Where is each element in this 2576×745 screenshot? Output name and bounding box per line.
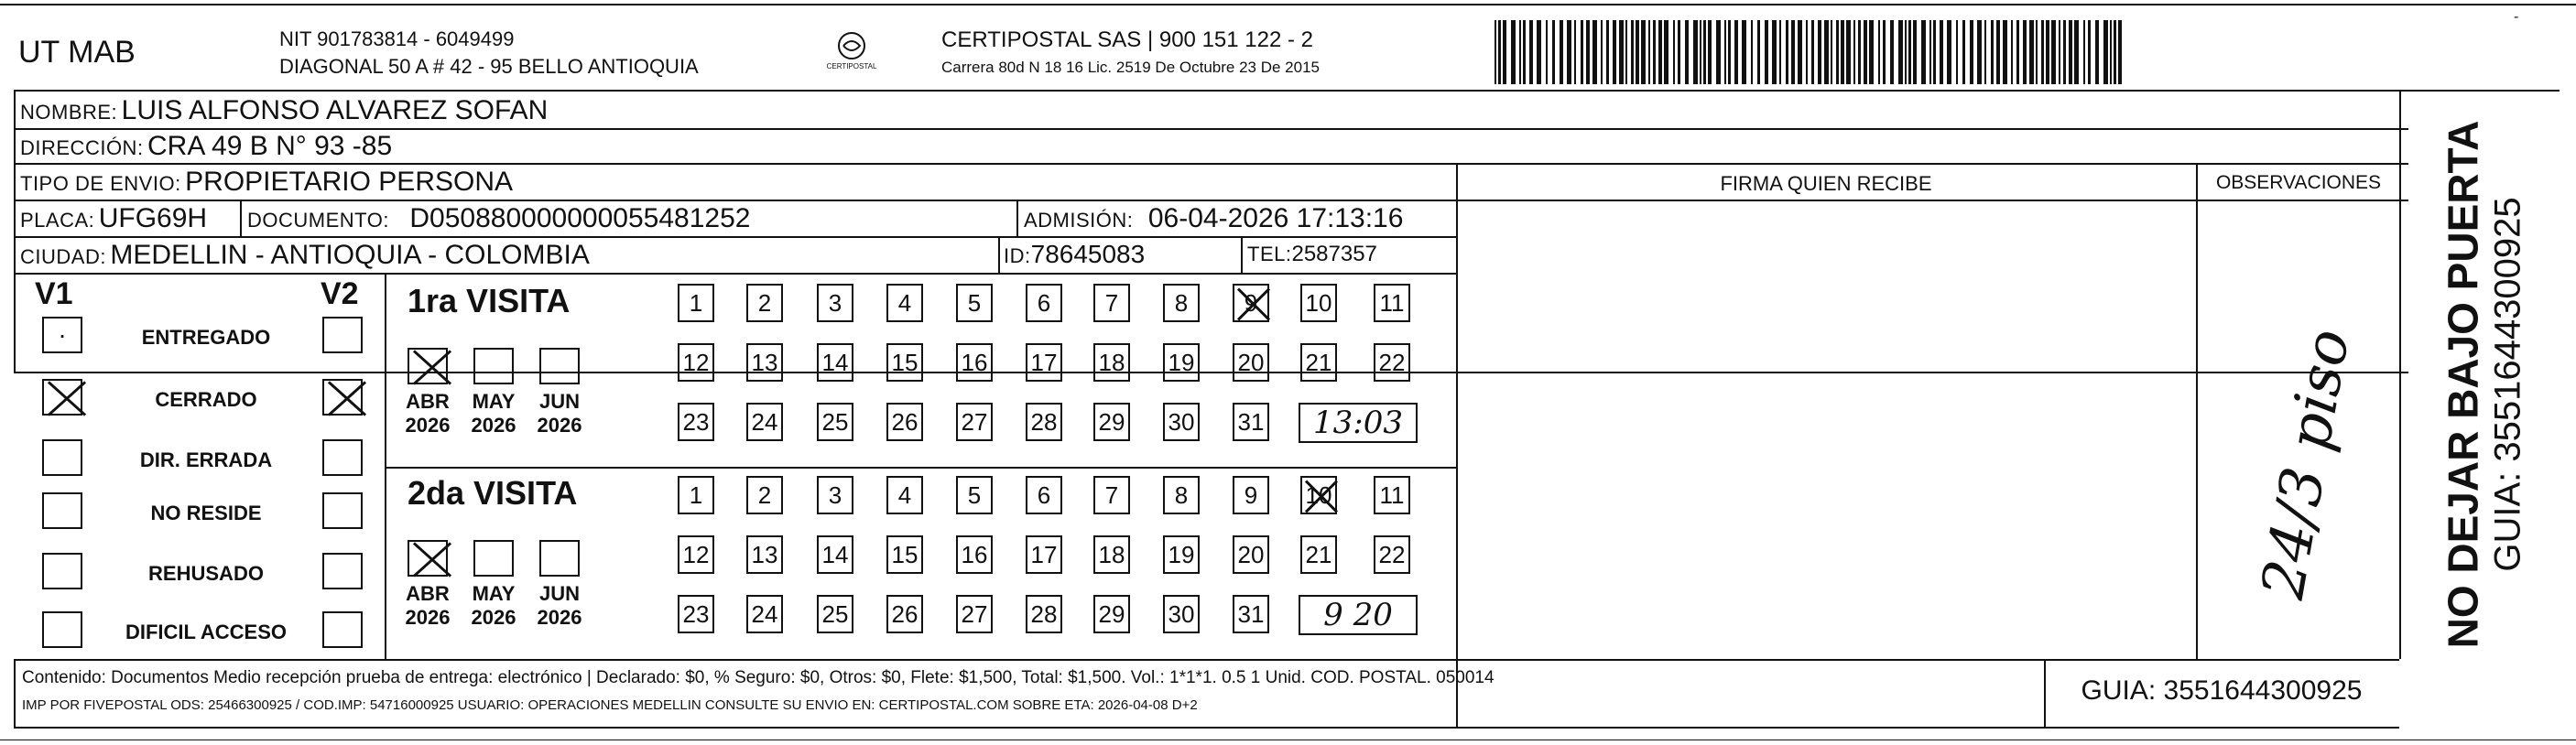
row-line-1 <box>14 128 2408 130</box>
status-label: DIR. ERRADA <box>139 448 273 471</box>
observations-title: OBSERVACIONES <box>2215 172 2382 193</box>
day-box[interactable]: 22 <box>1374 343 1410 382</box>
company-name: UT MAB <box>18 35 136 70</box>
address-row <box>20 131 392 162</box>
day-box[interactable]: 25 <box>817 403 853 441</box>
visit-time: 13:03 <box>1299 403 1418 443</box>
footer-left-line <box>14 659 16 729</box>
tel-label: TEL: <box>1247 243 1292 265</box>
status-v2-checkbox[interactable] <box>322 317 363 353</box>
month-name: JUN <box>538 582 580 605</box>
day-box[interactable]: 20 <box>1233 343 1269 382</box>
month-checkbox[interactable] <box>473 540 514 577</box>
day-box[interactable]: 15 <box>886 535 923 574</box>
recipient-name: LUIS ALFONSO ALVAREZ SOFAN <box>121 95 549 125</box>
signature-title: FIRMA QUIEN RECIBE <box>1720 172 1932 195</box>
plate-label: PLACA: <box>20 209 95 232</box>
status-v1-checkbox[interactable] <box>42 379 82 416</box>
signature-left-divider <box>1456 163 1458 727</box>
day-box[interactable]: 13 <box>746 343 783 382</box>
day-box[interactable]: 2 <box>746 284 783 322</box>
day-box[interactable]: 17 <box>1026 343 1062 382</box>
day-box[interactable]: 14 <box>817 535 853 574</box>
document-row <box>247 203 750 234</box>
month-checkbox[interactable] <box>473 348 514 384</box>
day-box[interactable]: 11 <box>1374 284 1410 322</box>
admission-divider <box>1016 201 1018 236</box>
day-box[interactable]: 24 <box>746 595 783 633</box>
provider-license: Carrera 80d N 18 16 Lic. 2519 De Octubre 23 De 2015 <box>941 59 1320 76</box>
recipient-address: CRA 49 B N° 93 -85 <box>147 131 393 161</box>
row-line-4 <box>14 236 1456 238</box>
month-year: 2026 <box>405 414 451 437</box>
v1-heading: V1 <box>35 276 73 311</box>
day-box[interactable]: 20 <box>1233 535 1269 574</box>
logo-text: CERTIPOSTAL <box>826 62 877 70</box>
day-box[interactable]: 6 <box>1026 476 1062 514</box>
obs-right-border <box>2399 90 2401 659</box>
header-tick: - <box>2514 9 2519 25</box>
day-box[interactable]: 27 <box>956 595 993 633</box>
plate-value: UFG69H <box>98 203 208 233</box>
status-v1-checkbox[interactable] <box>42 492 82 529</box>
status-v1-checkbox[interactable] <box>42 611 82 648</box>
tel-divider <box>1241 238 1243 273</box>
status-label: ENTREGADO <box>141 326 271 349</box>
status-label: DIFICIL ACCESO <box>125 621 287 643</box>
visit-time: 9 20 <box>1299 595 1418 635</box>
day-box[interactable]: 29 <box>1093 403 1130 441</box>
status-v2-checkbox[interactable] <box>322 379 363 416</box>
id-row <box>1004 240 1145 269</box>
day-box[interactable]: 16 <box>956 343 993 382</box>
document-value: D050880000000055481252 <box>409 203 751 233</box>
day-box[interactable]: 2 <box>746 476 783 514</box>
day-box[interactable]: 30 <box>1163 595 1200 633</box>
day-box[interactable]: 4 <box>886 476 923 514</box>
day-box[interactable]: 1 <box>678 476 714 514</box>
admission-label: ADMISIÓN: <box>1024 209 1134 232</box>
month-label <box>396 582 460 630</box>
month-label <box>396 390 460 437</box>
status-divider <box>385 273 386 659</box>
plate-divider <box>240 201 242 236</box>
plate-row <box>20 203 207 234</box>
day-box[interactable]: 26 <box>886 403 923 441</box>
day-box[interactable]: 4 <box>886 284 923 322</box>
status-label: NO RESIDE <box>150 502 262 524</box>
id-value: 78645083 <box>1030 240 1146 268</box>
month-checkbox[interactable] <box>539 540 580 577</box>
signature-right-divider <box>2196 163 2198 659</box>
day-box[interactable]: 8 <box>1163 284 1200 322</box>
day-box[interactable]: 23 <box>678 403 714 441</box>
day-box[interactable]: 9 <box>1233 476 1269 514</box>
city-row <box>20 240 590 271</box>
company-nit: NIT 901783814 - 6049499 <box>279 27 515 50</box>
footer-guia: GUIA: 3551644300925 <box>2081 675 2363 706</box>
visit-divider <box>385 467 1456 469</box>
day-box[interactable]: 28 <box>1026 595 1062 633</box>
type-row <box>20 167 513 198</box>
side-warning <box>2439 121 2529 649</box>
certipostal-logo <box>820 27 884 78</box>
status-v2-checkbox[interactable] <box>322 553 363 589</box>
day-box[interactable]: 21 <box>1300 535 1337 574</box>
day-box[interactable]: 8 <box>1163 476 1200 514</box>
barcode <box>1495 20 2129 84</box>
month-year: 2026 <box>537 414 582 437</box>
day-box[interactable]: 10 <box>1300 476 1337 514</box>
address-label: DIRECCIÓN: <box>20 136 144 159</box>
day-box[interactable]: 27 <box>956 403 993 441</box>
status-v1-checkbox[interactable] <box>42 553 82 589</box>
day-box[interactable]: 31 <box>1233 595 1269 633</box>
day-box[interactable]: 7 <box>1093 284 1130 322</box>
day-box[interactable]: 30 <box>1163 403 1200 441</box>
month-label <box>462 390 526 437</box>
day-box[interactable]: 24 <box>746 403 783 441</box>
day-box[interactable]: 23 <box>678 595 714 633</box>
no-dejar-bajo-puerta: NO DEJAR BAJO PUERTA <box>2439 120 2487 649</box>
day-box[interactable]: 26 <box>886 595 923 633</box>
footer-top-line <box>14 659 2399 661</box>
day-box[interactable]: 28 <box>1026 403 1062 441</box>
day-box[interactable]: 15 <box>886 343 923 382</box>
day-box[interactable]: 7 <box>1093 476 1130 514</box>
v2-heading: V2 <box>321 276 359 311</box>
day-box[interactable]: 18 <box>1093 535 1130 574</box>
footer-imp: IMP POR FIVEPOSTAL ODS: 25466300925 / COD.IMP: 54716000925 USUARIO: OPERACIONES MEDELLIN CONSULTE SU ENVIO EN: CERTIPOSTAL.COM SOBRE ETA: 2026-04-08 D+2 <box>22 697 1198 713</box>
month-checkbox[interactable] <box>539 348 580 384</box>
shipment-type: PROPIETARIO PERSONA <box>185 167 514 197</box>
status-v2-checkbox[interactable] <box>322 439 363 476</box>
month-name: MAY <box>472 582 516 605</box>
day-box[interactable]: 5 <box>956 476 993 514</box>
day-box[interactable]: 6 <box>1026 284 1062 322</box>
month-checkbox[interactable] <box>408 348 448 384</box>
visit-title: 2da VISITA <box>408 474 578 512</box>
day-box[interactable]: 22 <box>1374 535 1410 574</box>
document-label: DOCUMENTO: <box>247 209 389 232</box>
city-label: CIUDAD: <box>20 245 106 268</box>
tel-value: 2587357 <box>1291 242 1377 266</box>
day-box[interactable]: 29 <box>1093 595 1130 633</box>
name-label: NOMBRE: <box>20 101 118 124</box>
day-box[interactable]: 12 <box>678 343 714 382</box>
top-border <box>0 4 2576 5</box>
day-box[interactable]: 19 <box>1163 343 1200 382</box>
day-box[interactable]: 19 <box>1163 535 1200 574</box>
row-line-2 <box>14 163 2408 165</box>
row-line-5 <box>14 273 1456 275</box>
day-box[interactable]: 21 <box>1300 343 1337 382</box>
footer-bottom-line <box>14 727 2399 729</box>
handwritten-observation: 24/3 piso <box>2249 324 2364 604</box>
status-label: REHUSADO <box>148 562 264 585</box>
visit-title: 1ra VISITA <box>408 282 571 319</box>
day-box[interactable]: 3 <box>817 476 853 514</box>
day-box[interactable]: 17 <box>1026 535 1062 574</box>
status-v1-checkbox[interactable] <box>42 439 82 476</box>
day-box[interactable]: 18 <box>1093 343 1130 382</box>
admission-row <box>1024 203 1403 234</box>
month-year: 2026 <box>405 606 451 629</box>
day-box[interactable]: 11 <box>1374 476 1410 514</box>
month-name: MAY <box>472 390 516 413</box>
day-box[interactable]: 5 <box>956 284 993 322</box>
type-label: TIPO DE ENVIO: <box>20 172 181 195</box>
company-address: DIAGONAL 50 A # 42 - 95 BELLO ANTIOQUIA <box>279 55 699 78</box>
row-line-3 <box>14 200 2408 201</box>
name-row <box>20 95 548 126</box>
day-box[interactable]: 13 <box>746 535 783 574</box>
id-label: ID: <box>1004 244 1031 267</box>
month-label <box>462 582 526 630</box>
status-v1-checkbox[interactable]: · <box>42 317 82 353</box>
month-name: JUN <box>538 390 580 413</box>
month-year: 2026 <box>471 606 516 629</box>
month-name: ABR <box>406 582 450 605</box>
month-name: ABR <box>406 390 450 413</box>
id-divider <box>998 238 1000 273</box>
day-box[interactable]: 14 <box>817 343 853 382</box>
day-box[interactable]: 1 <box>678 284 714 322</box>
admission-value: 06-04-2026 17:13:16 <box>1147 203 1404 233</box>
provider-name: CERTIPOSTAL SAS | 900 151 122 - 2 <box>941 27 1313 52</box>
month-year: 2026 <box>537 606 582 629</box>
day-box[interactable]: 12 <box>678 535 714 574</box>
month-label <box>527 390 592 437</box>
day-box[interactable]: 9 <box>1233 284 1269 322</box>
tel-row <box>1247 242 1377 267</box>
day-box[interactable]: 3 <box>817 284 853 322</box>
status-v2-checkbox[interactable] <box>322 492 363 529</box>
month-label <box>527 582 592 630</box>
month-checkbox[interactable] <box>408 540 448 577</box>
footer-content: Contenido: Documentos Medio recepción prueba de entrega: electrónico | Declarado: $0, % Seguro: $0, Otros: $0, Flete: $1,500, Total: $1,500. Vol.: 1*1*1. 0.5 1 Unid. COD. POSTAL. 050014 <box>22 668 1495 687</box>
day-box[interactable]: 25 <box>817 595 853 633</box>
day-box[interactable]: 10 <box>1300 284 1337 322</box>
month-year: 2026 <box>471 414 516 437</box>
day-box[interactable]: 16 <box>956 535 993 574</box>
side-guia: GUIA: 3551644300925 <box>2487 197 2528 572</box>
day-box[interactable]: 31 <box>1233 403 1269 441</box>
city-value: MEDELLIN - ANTIOQUIA - COLOMBIA <box>110 240 590 270</box>
status-v2-checkbox[interactable] <box>322 611 363 648</box>
status-label: CERRADO <box>155 388 257 411</box>
